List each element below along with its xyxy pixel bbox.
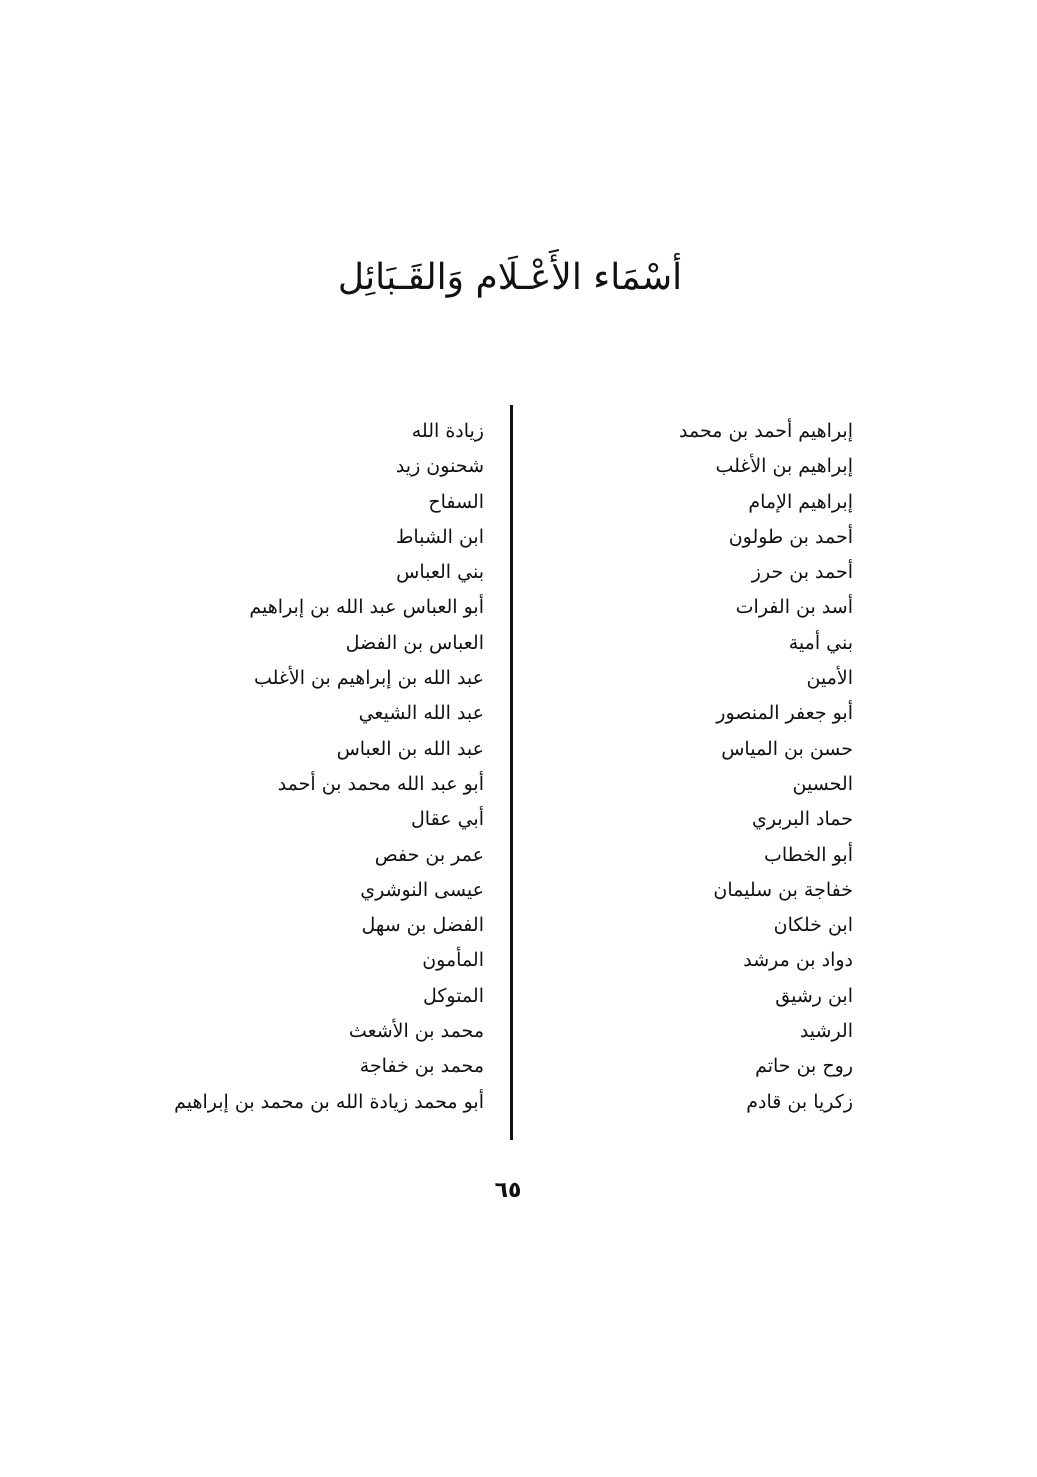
list-item: بني أمية bbox=[788, 631, 853, 654]
list-item: الفضل بن سهل bbox=[361, 914, 484, 937]
list-item: إبراهيم أحمد بن محمد bbox=[679, 420, 853, 442]
list-item: أبو عبد الله محمد بن أحمد bbox=[277, 772, 484, 795]
list-item: الحسين bbox=[792, 772, 853, 795]
list-item: عيسى النوشري bbox=[360, 878, 484, 901]
list-item: الرشيد bbox=[799, 1020, 853, 1043]
list-item: ابن الشباط bbox=[395, 525, 484, 548]
list-item: إبراهيم الإمام bbox=[748, 490, 853, 513]
list-item: عبد الله بن إبراهيم بن الأغلب bbox=[253, 667, 484, 690]
list-item: أبو جعفر المنصور bbox=[716, 702, 853, 725]
list-item: أسد بن الفرات bbox=[735, 596, 853, 619]
list-item: حماد البربري bbox=[752, 808, 853, 831]
list-item: زيادة الله bbox=[411, 420, 484, 442]
list-item: عبد الله الشيعي bbox=[358, 702, 484, 725]
list-item: بني العباس bbox=[396, 561, 484, 584]
list-item: أبو العباس عبد الله بن إبراهيم bbox=[249, 596, 484, 619]
list-item: عمر بن حفص bbox=[374, 843, 484, 866]
list-item: المأمون bbox=[422, 949, 484, 972]
list-item: روح بن حاتم bbox=[755, 1055, 853, 1078]
list-item: ابن خلكان bbox=[773, 914, 853, 937]
list-item: حسن بن المياس bbox=[721, 737, 853, 760]
list-item: السفاح bbox=[428, 490, 484, 513]
list-item: خفاجة بن سليمان bbox=[713, 878, 853, 901]
list-item: الأمين bbox=[806, 667, 853, 690]
list-item: زكريا بن قادم bbox=[746, 1090, 853, 1113]
list-item: شحنون زيد bbox=[395, 455, 484, 478]
list-item: أحمد بن طولون bbox=[728, 525, 853, 548]
list-item: أبي عقال bbox=[411, 808, 484, 831]
list-item: أبو الخطاب bbox=[763, 843, 853, 866]
column-divider bbox=[510, 405, 513, 1140]
list-item: محمد بن الأشعث bbox=[348, 1020, 484, 1043]
list-item: ابن رشيق bbox=[775, 984, 853, 1007]
list-item: العباس بن الفضل bbox=[345, 631, 484, 654]
names-list-left bbox=[84, 414, 484, 1120]
list-item: أحمد بن حرز bbox=[751, 561, 853, 584]
list-item: دواد بن مرشد bbox=[743, 949, 853, 972]
page-number: ٦٥ bbox=[494, 1178, 522, 1203]
names-list-right bbox=[523, 414, 853, 1120]
list-item: عبد الله بن العباس bbox=[336, 737, 484, 760]
list-item: محمد بن خفاجة bbox=[359, 1055, 484, 1078]
list-item: أبو محمد زيادة الله بن محمد بن إبراهيم bbox=[174, 1090, 484, 1113]
list-item: المتوكل bbox=[422, 984, 484, 1007]
page-title: أسْمَاء الأَعْـلَام وَالقَـبَائِل bbox=[337, 257, 683, 298]
list-item: إبراهيم بن الأغلب bbox=[715, 455, 853, 478]
